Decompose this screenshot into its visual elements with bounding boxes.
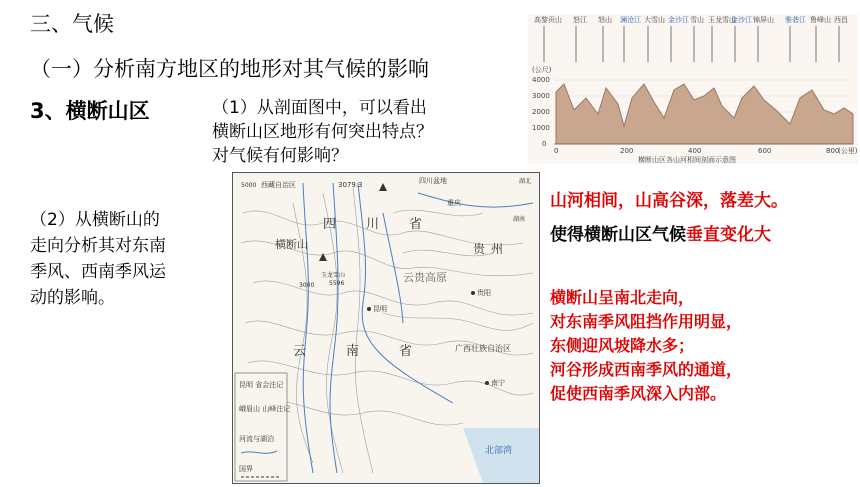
- map-label: 昆明: [373, 305, 387, 313]
- profile-label: 高黎贡山: [534, 16, 562, 24]
- question-2-line: 走向分析其对东南: [30, 236, 166, 256]
- map-label: 广西壮族自治区: [455, 344, 511, 353]
- answer-3-line: 河谷形成西南季风的通道，: [550, 360, 743, 379]
- question-1-line: 横断山区地形有何突出特点？: [212, 122, 433, 142]
- terrain-profile-svg: [528, 14, 858, 164]
- profile-y-unit: (公尺): [532, 66, 552, 74]
- question-1-line: 对气候有何影响？: [212, 146, 348, 166]
- map-label: 横断山: [275, 238, 308, 251]
- profile-y-tick: 4000: [532, 76, 550, 84]
- map-label: 西藏自治区: [261, 181, 296, 189]
- profile-x-tick: 800: [826, 147, 840, 155]
- question-1-line: （1）从剖面图中，可以看出: [212, 98, 427, 118]
- answer-2-highlight: 垂直变化大: [686, 225, 771, 245]
- question-2-line: 动的影响。: [30, 288, 115, 308]
- profile-label: 西昌: [834, 16, 848, 24]
- answer-1: 山河相间，山高谷深，落差大。: [550, 191, 788, 211]
- answer-3: [550, 286, 742, 406]
- profile-label: 雪山: [690, 16, 704, 24]
- question-2-line: （2）从横断山的: [30, 210, 160, 230]
- legend-item: 峨眉山 山峰注记: [239, 405, 291, 413]
- map-label: 贵阳: [477, 289, 491, 297]
- slide-title: 三、气候: [30, 12, 114, 36]
- answer-2-prefix: 使得横断山区气候: [550, 225, 686, 245]
- map-label: 湖北: [519, 178, 532, 185]
- answer-3-line: 东侧迎风坡降水多；: [550, 336, 695, 355]
- map-label: 玉龙雪山: [321, 272, 346, 279]
- profile-y-tick: 0: [542, 140, 547, 148]
- profile-x-tick: 600: [758, 147, 772, 155]
- map-label: 四川省: [323, 217, 453, 232]
- map-label: 四川盆地: [419, 177, 447, 185]
- profile-label: 怒江: [573, 16, 587, 24]
- profile-y-tick: 2000: [532, 108, 550, 116]
- legend-item: 河流与湖泊: [239, 435, 274, 443]
- terrain-profile-shape: [556, 84, 853, 144]
- profile-label: 金沙江: [731, 16, 752, 24]
- hengduan-map-svg: [233, 173, 539, 483]
- answer-3-line: 对东南季风阻挡作用明显，: [550, 312, 743, 331]
- map-label: 3079.3: [338, 181, 363, 189]
- slide-subtitle: （一）分析南方地区的地形对其气候的影响: [30, 57, 429, 81]
- legend-item: 昆明 省会注记: [239, 381, 284, 389]
- map-label: 5000: [241, 182, 257, 189]
- profile-label: 锦屏山: [753, 16, 774, 24]
- map-label: 贵州: [473, 242, 510, 256]
- profile-label: 玉龙雪山: [708, 16, 736, 24]
- profile-x-tick: 400: [688, 147, 702, 155]
- map-label: 5596: [329, 280, 345, 287]
- profile-label: 大雪山: [644, 16, 665, 24]
- map-label: 北部湾: [485, 446, 513, 456]
- answer-3-line: 促使西南季风深入内部。: [550, 384, 727, 403]
- profile-caption: 横断山区各山河相间剖面示意图: [638, 156, 736, 164]
- map-label: 重庆: [447, 199, 461, 207]
- question-2: [30, 207, 208, 311]
- legend-item: 国界: [239, 465, 253, 473]
- map-label: 南宁: [491, 379, 505, 387]
- map-label: 云南省: [293, 344, 453, 359]
- map-label: 3000: [299, 282, 315, 289]
- map-label: 云贵高原: [403, 271, 447, 284]
- profile-label: 澜沧江: [620, 16, 641, 24]
- profile-y-tick: 1000: [532, 124, 550, 132]
- section-heading: 3、横断山区: [30, 99, 150, 123]
- profile-label: 金沙江: [668, 16, 689, 24]
- profile-label: 怒山: [598, 16, 612, 24]
- profile-label: 雅砻江: [785, 16, 806, 24]
- profile-label: 鲁峰山: [810, 16, 831, 24]
- profile-x-tick: 200: [620, 147, 634, 155]
- hengduan-map: [232, 172, 540, 484]
- question-1: [212, 96, 512, 168]
- question-2-line: 季风、西南季风运: [30, 262, 166, 282]
- answer-2: [550, 220, 771, 245]
- profile-x-unit: (公里): [838, 147, 858, 155]
- terrain-profile-figure: [528, 14, 858, 164]
- profile-x-tick: 0: [554, 147, 559, 155]
- map-label: 湖南: [513, 216, 526, 223]
- profile-y-tick: 3000: [532, 92, 550, 100]
- answer-3-line: 横断山呈南北走向，: [550, 288, 695, 307]
